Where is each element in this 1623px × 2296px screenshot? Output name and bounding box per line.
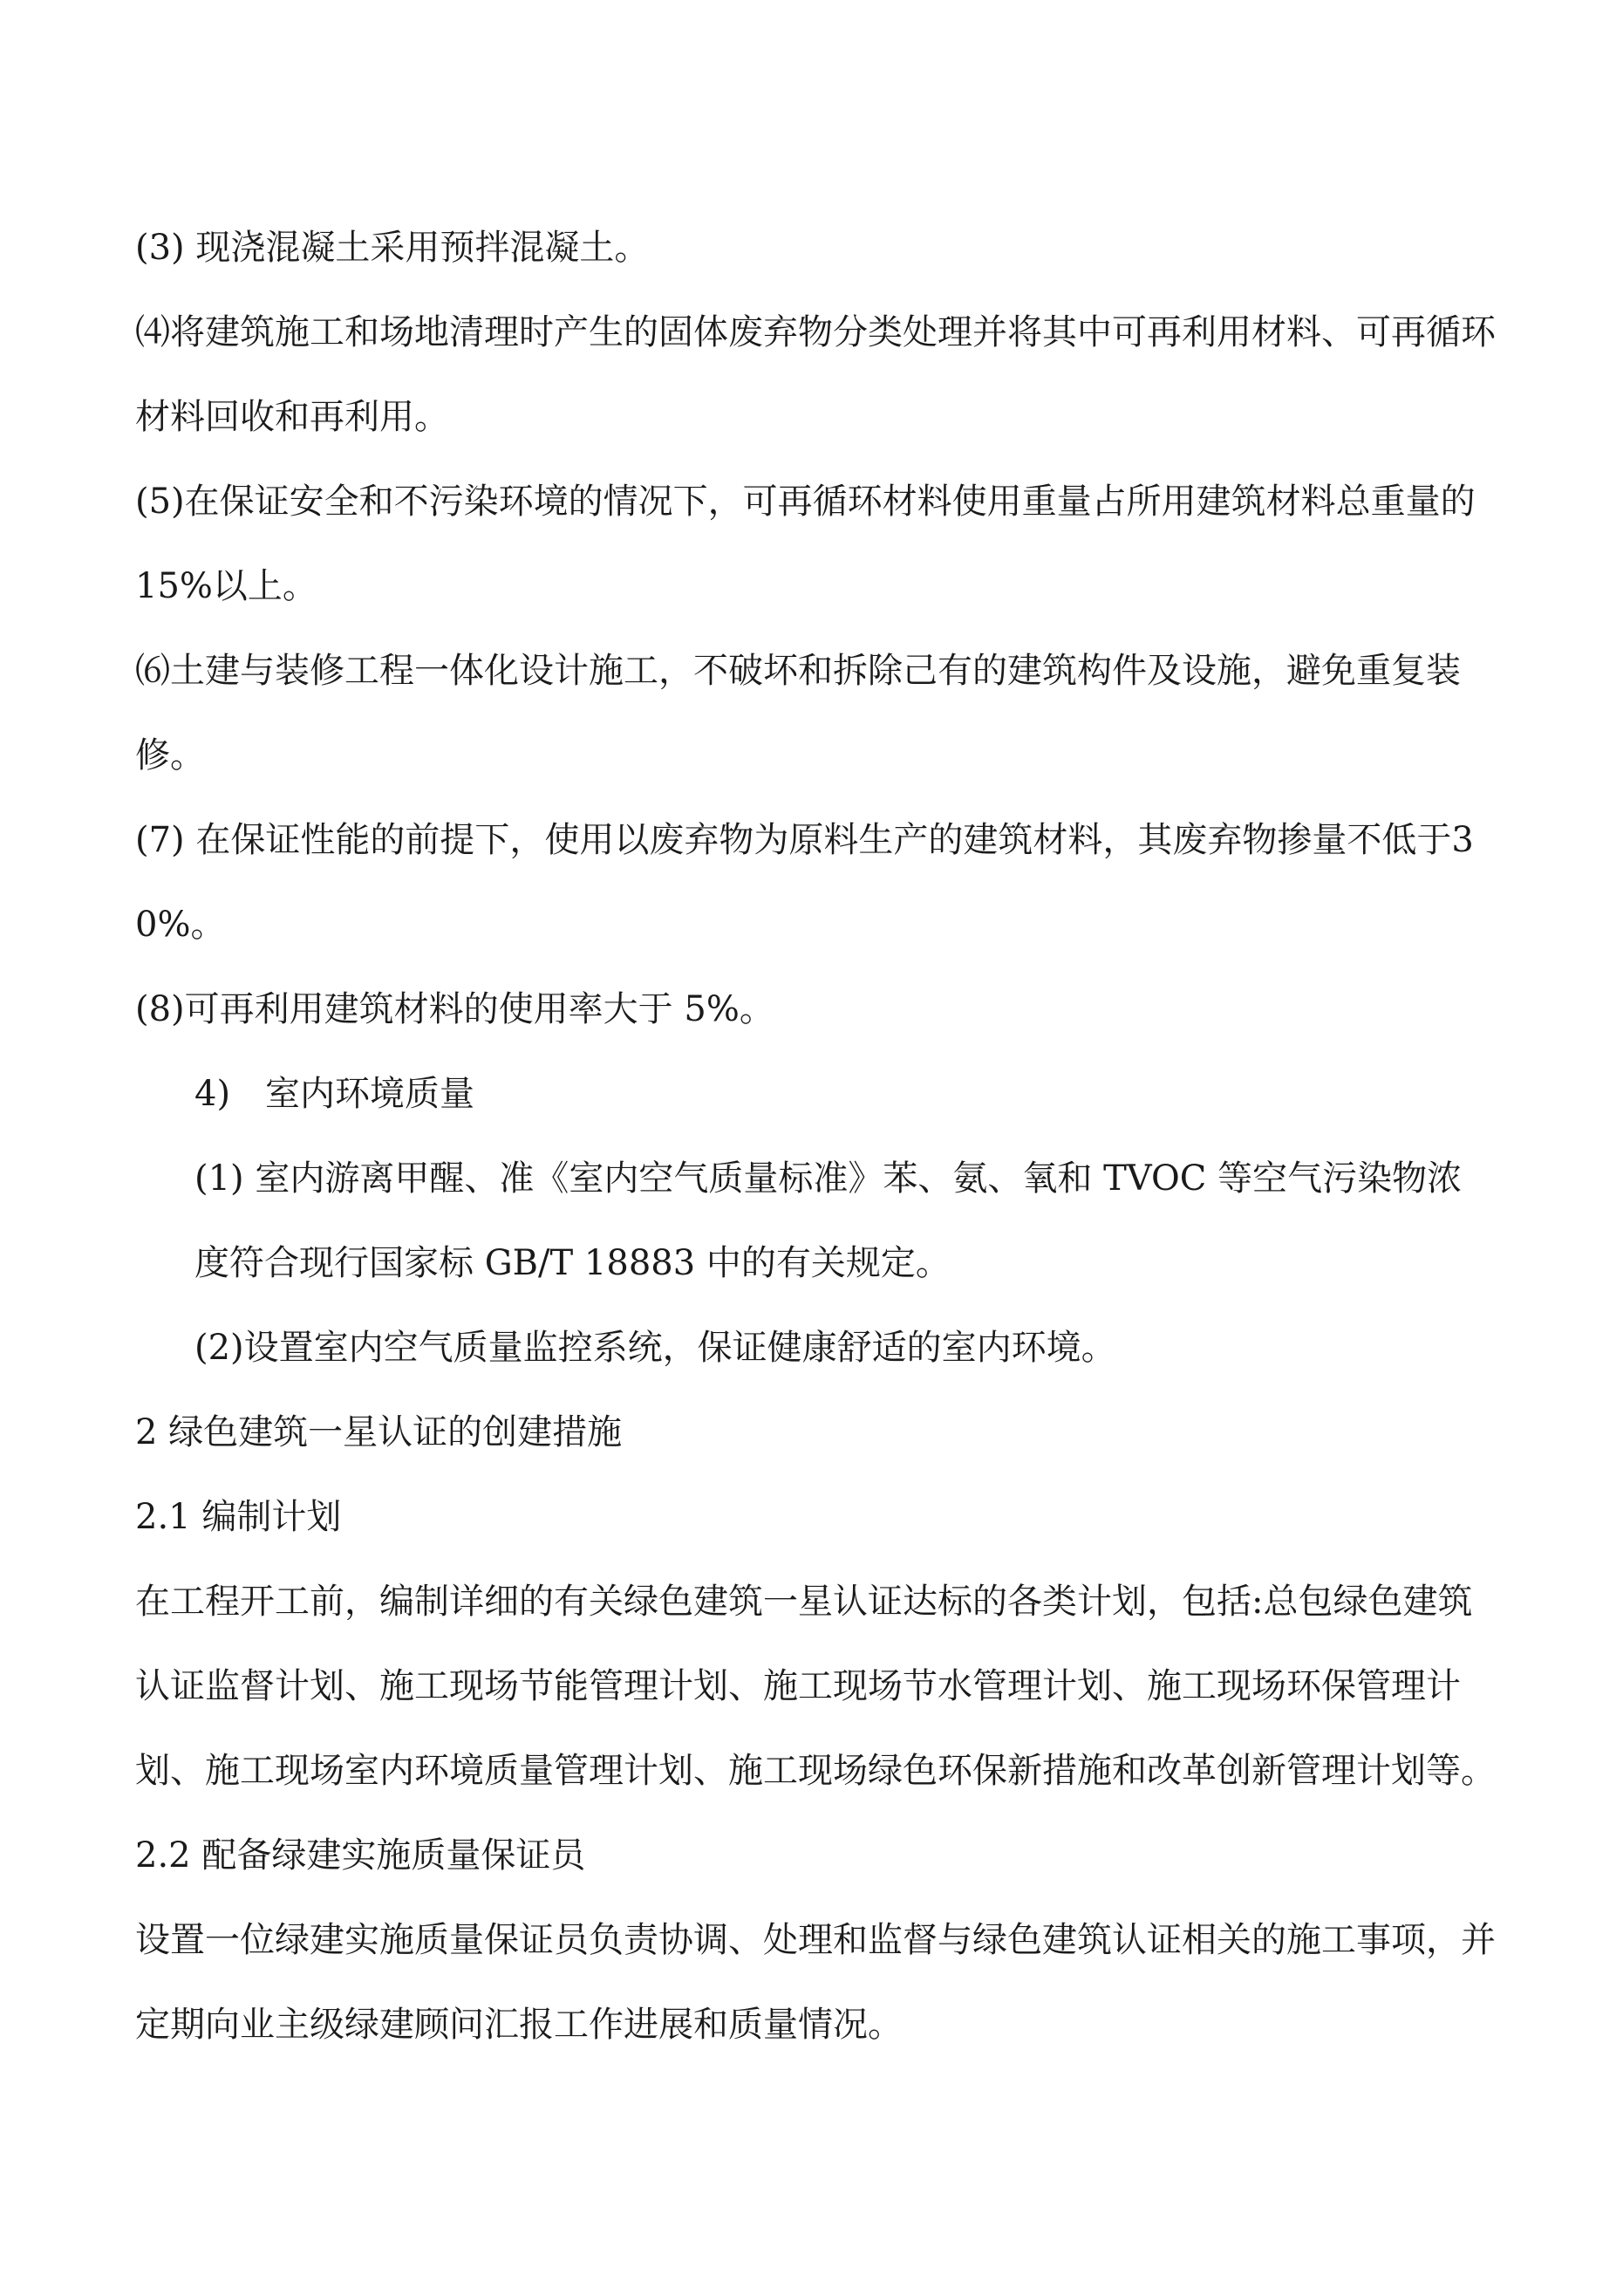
list-item-indoor-2: (2)设置室内空气质量监控系统，保证健康舒适的室内环境。 — [194, 1328, 1116, 1368]
subsection-heading-2-2: 2.2 配备绿建实施质量保证员 — [135, 1835, 586, 1876]
subsection-heading-2-1: 2.1 编制计划 — [135, 1497, 342, 1537]
section-heading: 2 绿色建筑一星认证的创建措施 — [135, 1412, 623, 1452]
document-body — [135, 206, 1496, 2067]
body-paragraph-quality: 设置一位绿建实施质量保证员负责协调、处理和监督与绿色建筑认证相关的施工事项，并定期向业主级绿建顾问汇报工作进展和质量情况。 — [135, 1920, 1496, 2045]
subsection-heading: 4) 室内环境质量 — [194, 1074, 475, 1114]
list-item-7: (7) 在保证性能的前提下，使用以废弃物为原料生产的建筑材料，其废弃物掺量不低于30%。 — [135, 820, 1474, 945]
body-paragraph-plan: 在工程开工前，编制详细的有关绿色建筑一星认证达标的各类计划，包括:总包绿色建筑认证监督计划、施工现场节能管理计划、施工现场节水管理计划、施工现场环保管理计划、施工现场室内环境质量管理计划、施工现场绿色环保新措施和改革创新管理计划等。 — [135, 1582, 1496, 1791]
list-item-8: (8)可再利用建筑材料的使用率大于 5%。 — [135, 989, 774, 1029]
list-item-6: ⑹土建与装修工程一体化设计施工，不破坏和拆除己有的建筑构件及设施，避免重复装修。 — [135, 651, 1461, 776]
list-item-5: (5)在保证安全和不污染环境的情况下，可再循环材料使用重量占所用建筑材料总重量的 15%以上。 — [135, 482, 1476, 606]
list-item-3: (3) 现浇混凝土采用预拌混凝土。 — [135, 228, 650, 268]
list-item-indoor-1: (1) 室内游离甲醒、准《室内空气质量标准》苯、氨、氧和 TVOC 等空气污染物浓度符合现行国家标 GB/T 18883 中的有关规定。 — [194, 1158, 1463, 1283]
list-item-4: ⑷将建筑施工和场地清理时产生的固体废弃物分类处理并将其中可再利用材料、可再循环材料回收和再利用。 — [135, 312, 1496, 437]
